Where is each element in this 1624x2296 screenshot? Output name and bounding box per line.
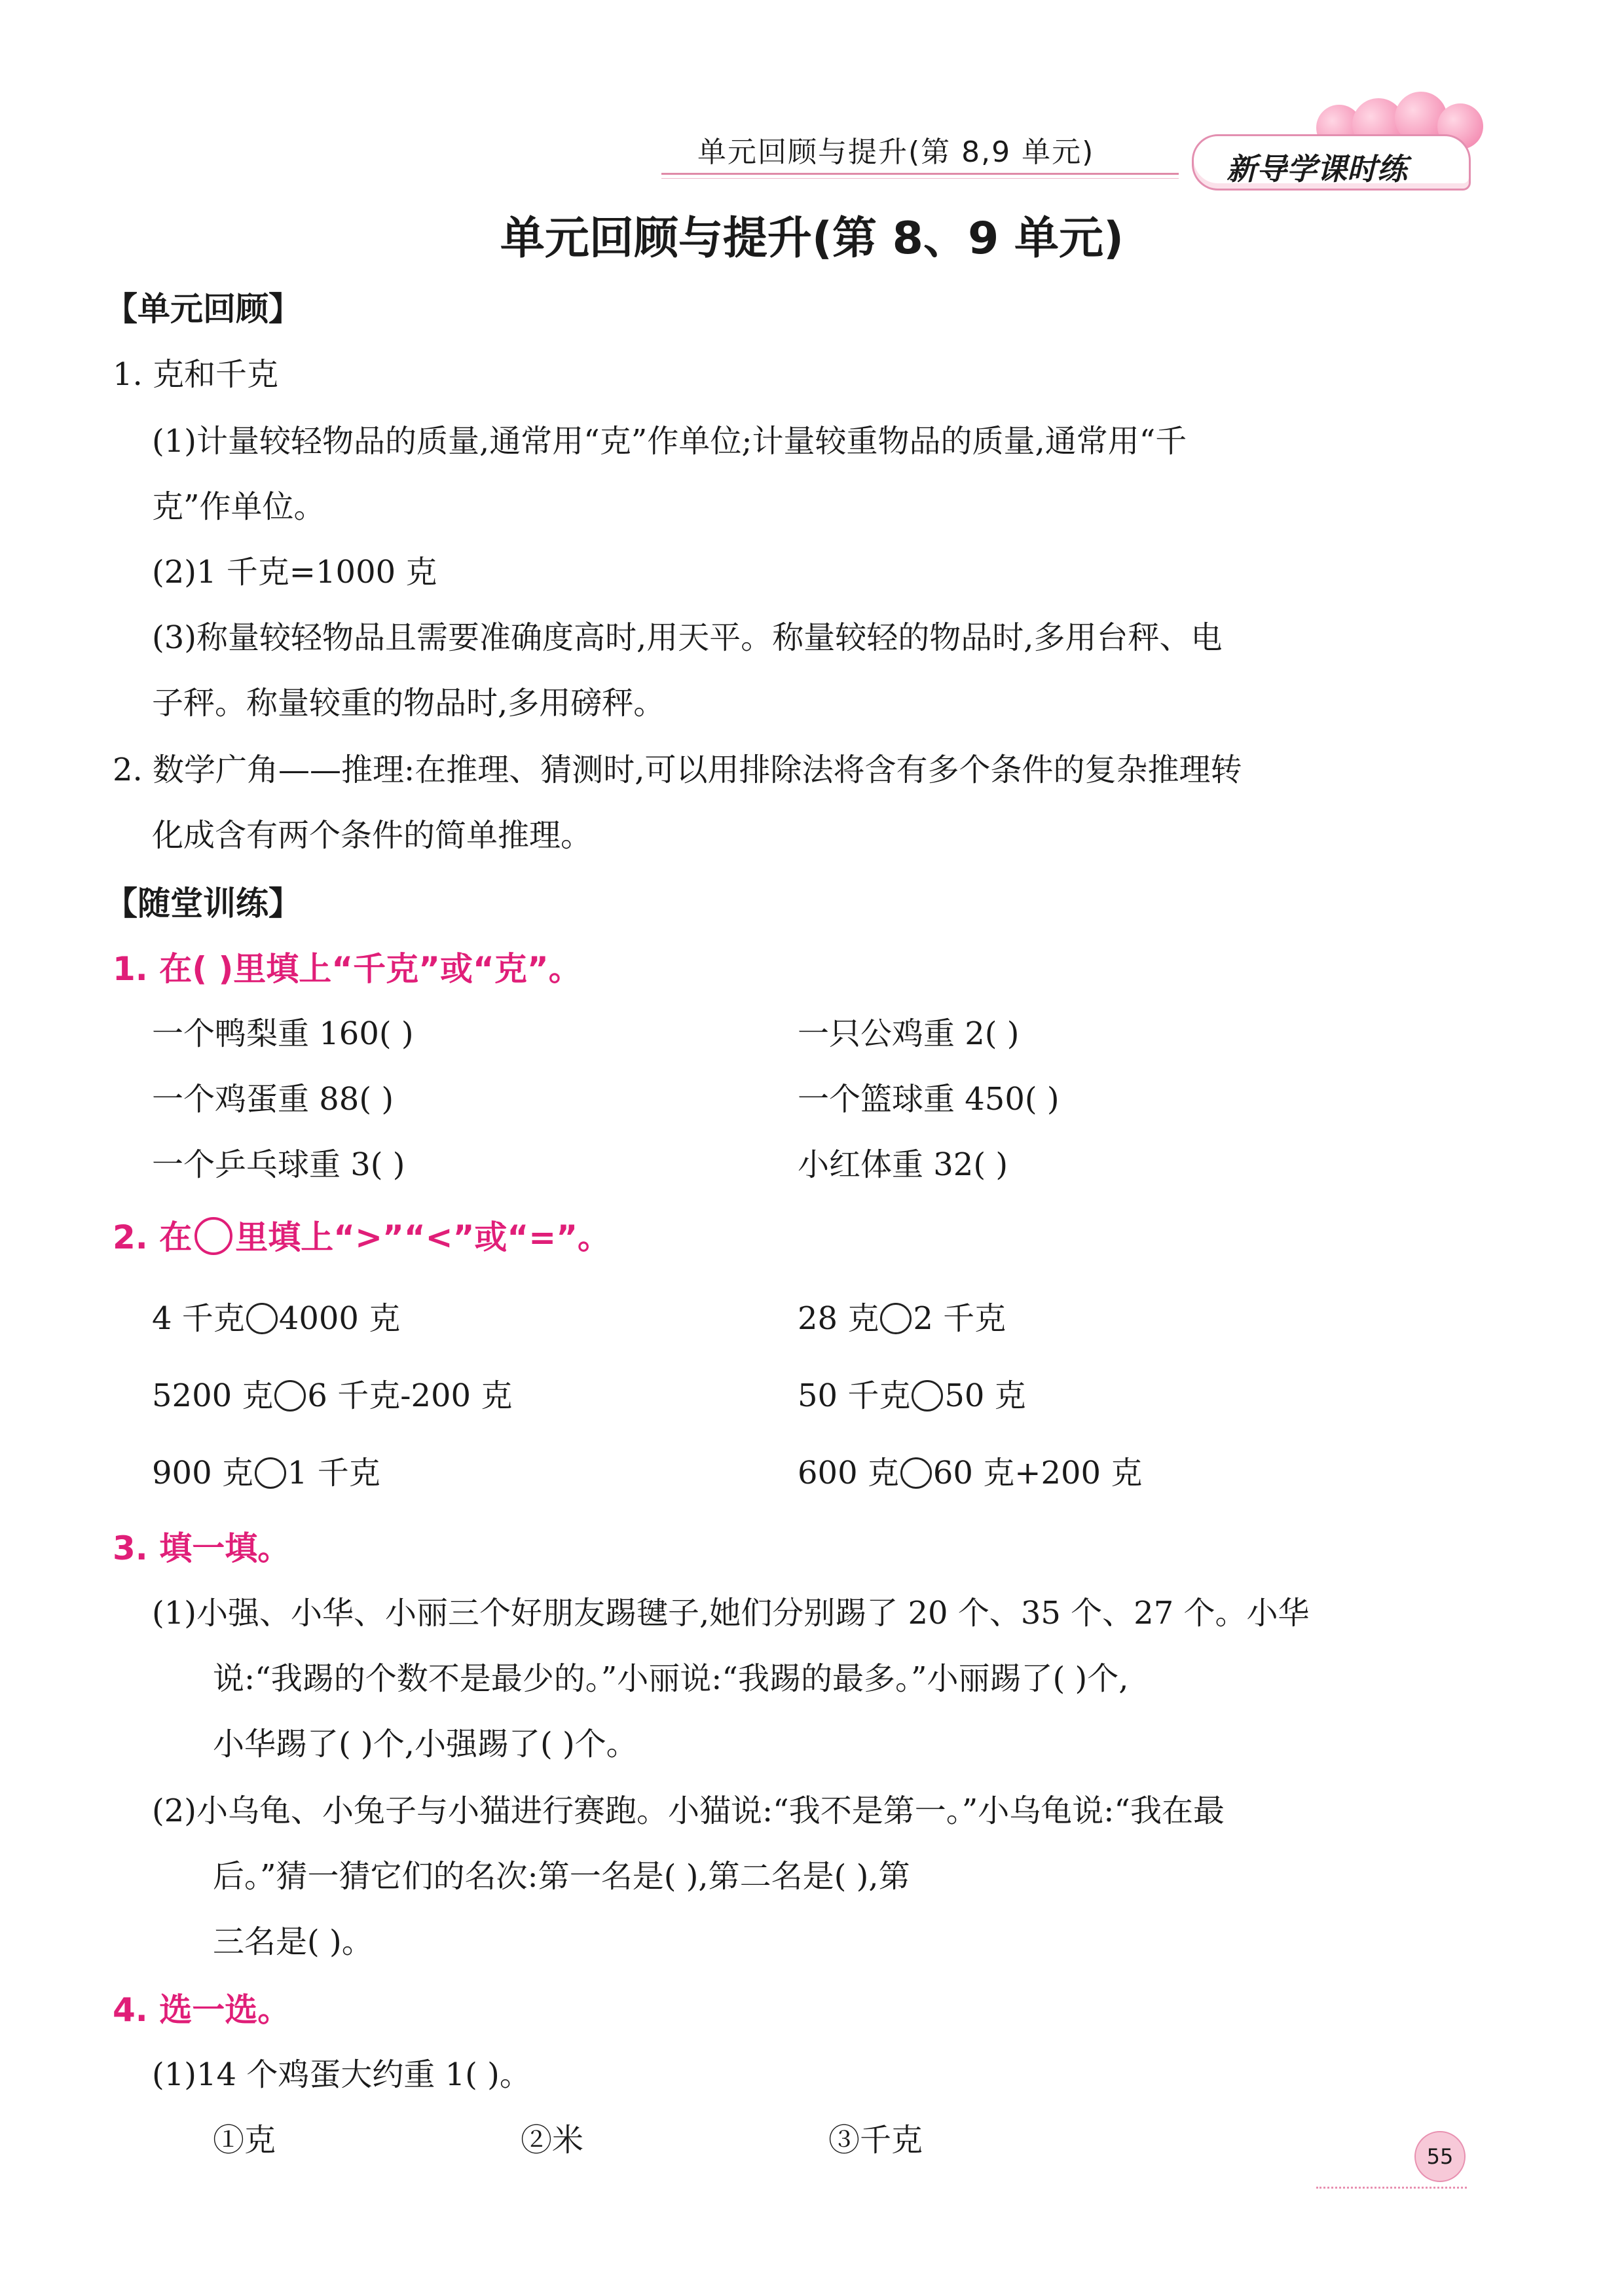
q4-option[interactable]: ①克 [213, 2122, 276, 2159]
brand-badge [1192, 134, 1471, 191]
q1-item[interactable]: 一个篮球重 450( ) [798, 1081, 1060, 1118]
review-item2-line1: 2. 数学广角——推理:在推理、猜测时,可以用排除法将含有多个条件的复杂推理转 [113, 752, 1242, 788]
q1-item[interactable]: 小红体重 32( ) [798, 1146, 1008, 1183]
brand-label: 新导学课时练 [1227, 151, 1407, 187]
q2-item [152, 1293, 400, 1338]
header-rule-thin [661, 178, 1179, 179]
q1-item[interactable]: 一个鸡蛋重 88( ) [152, 1081, 394, 1118]
q2-right: 6 千克-200 克 [307, 1377, 513, 1414]
q3-title: 3. 填一填。 [113, 1529, 291, 1567]
q2-left: 50 千克 [798, 1377, 911, 1414]
q2-item [152, 1448, 380, 1493]
q2-title [113, 1211, 610, 1258]
q2-item [798, 1370, 1026, 1415]
q4-p1[interactable]: (1)14 个鸡蛋大约重 1( )。 [152, 2056, 531, 2093]
q2-right: 4000 克 [278, 1300, 401, 1337]
page-number: 55 [1426, 2144, 1454, 2169]
compare-circle[interactable] [255, 1457, 286, 1489]
q2-right: 60 克+200 克 [932, 1455, 1143, 1491]
running-title: 单元回顾与提升(第 8,9 单元) [697, 136, 1095, 169]
compare-circle[interactable] [880, 1303, 912, 1334]
review-heading: 【单元回顾】 [105, 290, 301, 328]
review-item1-title: 1. 克和千克 [113, 356, 279, 393]
q4-option[interactable]: ③千克 [828, 2122, 923, 2159]
compare-circle[interactable] [274, 1380, 306, 1412]
q1-item[interactable]: 一个乒乓球重 3( ) [152, 1146, 405, 1183]
q1-title: 1. 在( )里填上“千克”或“克”。 [113, 950, 581, 988]
compare-circle[interactable] [900, 1457, 932, 1489]
q3-p1-line3[interactable]: 小华踢了( )个,小强踢了( )个。 [213, 1726, 638, 1762]
q2-title-post: 里填上“>”“<”或“=”。 [235, 1218, 611, 1256]
q3-p2-line3[interactable]: 三名是( )。 [213, 1923, 373, 1960]
review-p3-line2: 子秤。称量较重的物品时,多用磅秤。 [152, 685, 665, 721]
review-p1-line1: (1)计量较轻物品的质量,通常用“克”作单位;计量较重物品的质量,通常用“千 [152, 423, 1187, 460]
q2-item [152, 1370, 512, 1415]
q2-left: 5200 克 [152, 1377, 274, 1414]
compare-circle[interactable] [246, 1303, 278, 1334]
q2-item [798, 1293, 1006, 1338]
practice-heading: 【随堂训练】 [105, 884, 301, 922]
q2-left: 900 克 [152, 1455, 253, 1491]
q1-item[interactable]: 一个鸭梨重 160( ) [152, 1015, 414, 1052]
review-p1-line2: 克”作单位。 [152, 488, 325, 525]
q1-item[interactable]: 一只公鸡重 2( ) [798, 1015, 1020, 1052]
header-rule [661, 173, 1179, 175]
q3-p1-line2[interactable]: 说:“我踢的个数不是最少的。”小丽说:“我踢的最多。”小丽踢了( )个, [213, 1660, 1129, 1697]
q2-right: 50 克 [944, 1377, 1026, 1414]
review-p3-line1: (3)称量较轻物品且需要准确度高时,用天平。称量较轻的物品时,多用台秤、电 [152, 619, 1223, 656]
page-footer-rule [1316, 2187, 1467, 2189]
review-item2-line2: 化成含有两个条件的简单推理。 [152, 817, 593, 854]
q3-p1-line1: (1)小强、小华、小丽三个好朋友踢毽子,她们分别踢了 20 个、35 个、27 个。小华 [152, 1595, 1310, 1631]
review-p2: (2)1 千克=1000 克 [152, 554, 437, 591]
q4-title: 4. 选一选。 [113, 1991, 291, 2029]
circle-icon [194, 1217, 232, 1255]
q2-item [798, 1448, 1142, 1493]
compare-circle[interactable] [912, 1380, 943, 1412]
q2-left: 600 克 [798, 1455, 899, 1491]
q2-right: 2 千克 [913, 1300, 1006, 1337]
q2-title-pre: 2. 在 [113, 1218, 193, 1256]
q2-left: 28 克 [798, 1300, 879, 1337]
q4-option[interactable]: ②米 [521, 2122, 584, 2159]
q3-p2-line1: (2)小乌龟、小兔子与小猫进行赛跑。小猫说:“我不是第一。”小乌龟说:“我在最 [152, 1793, 1225, 1829]
page-number-badge [1414, 2131, 1466, 2182]
q2-left: 4 千克 [152, 1300, 245, 1337]
q2-right: 1 千克 [287, 1455, 380, 1491]
q3-p2-line2[interactable]: 后。”猜一猜它们的名次:第一名是( ),第二名是( ),第 [213, 1858, 910, 1895]
page-title: 单元回顾与提升(第 8、9 单元) [500, 213, 1124, 264]
